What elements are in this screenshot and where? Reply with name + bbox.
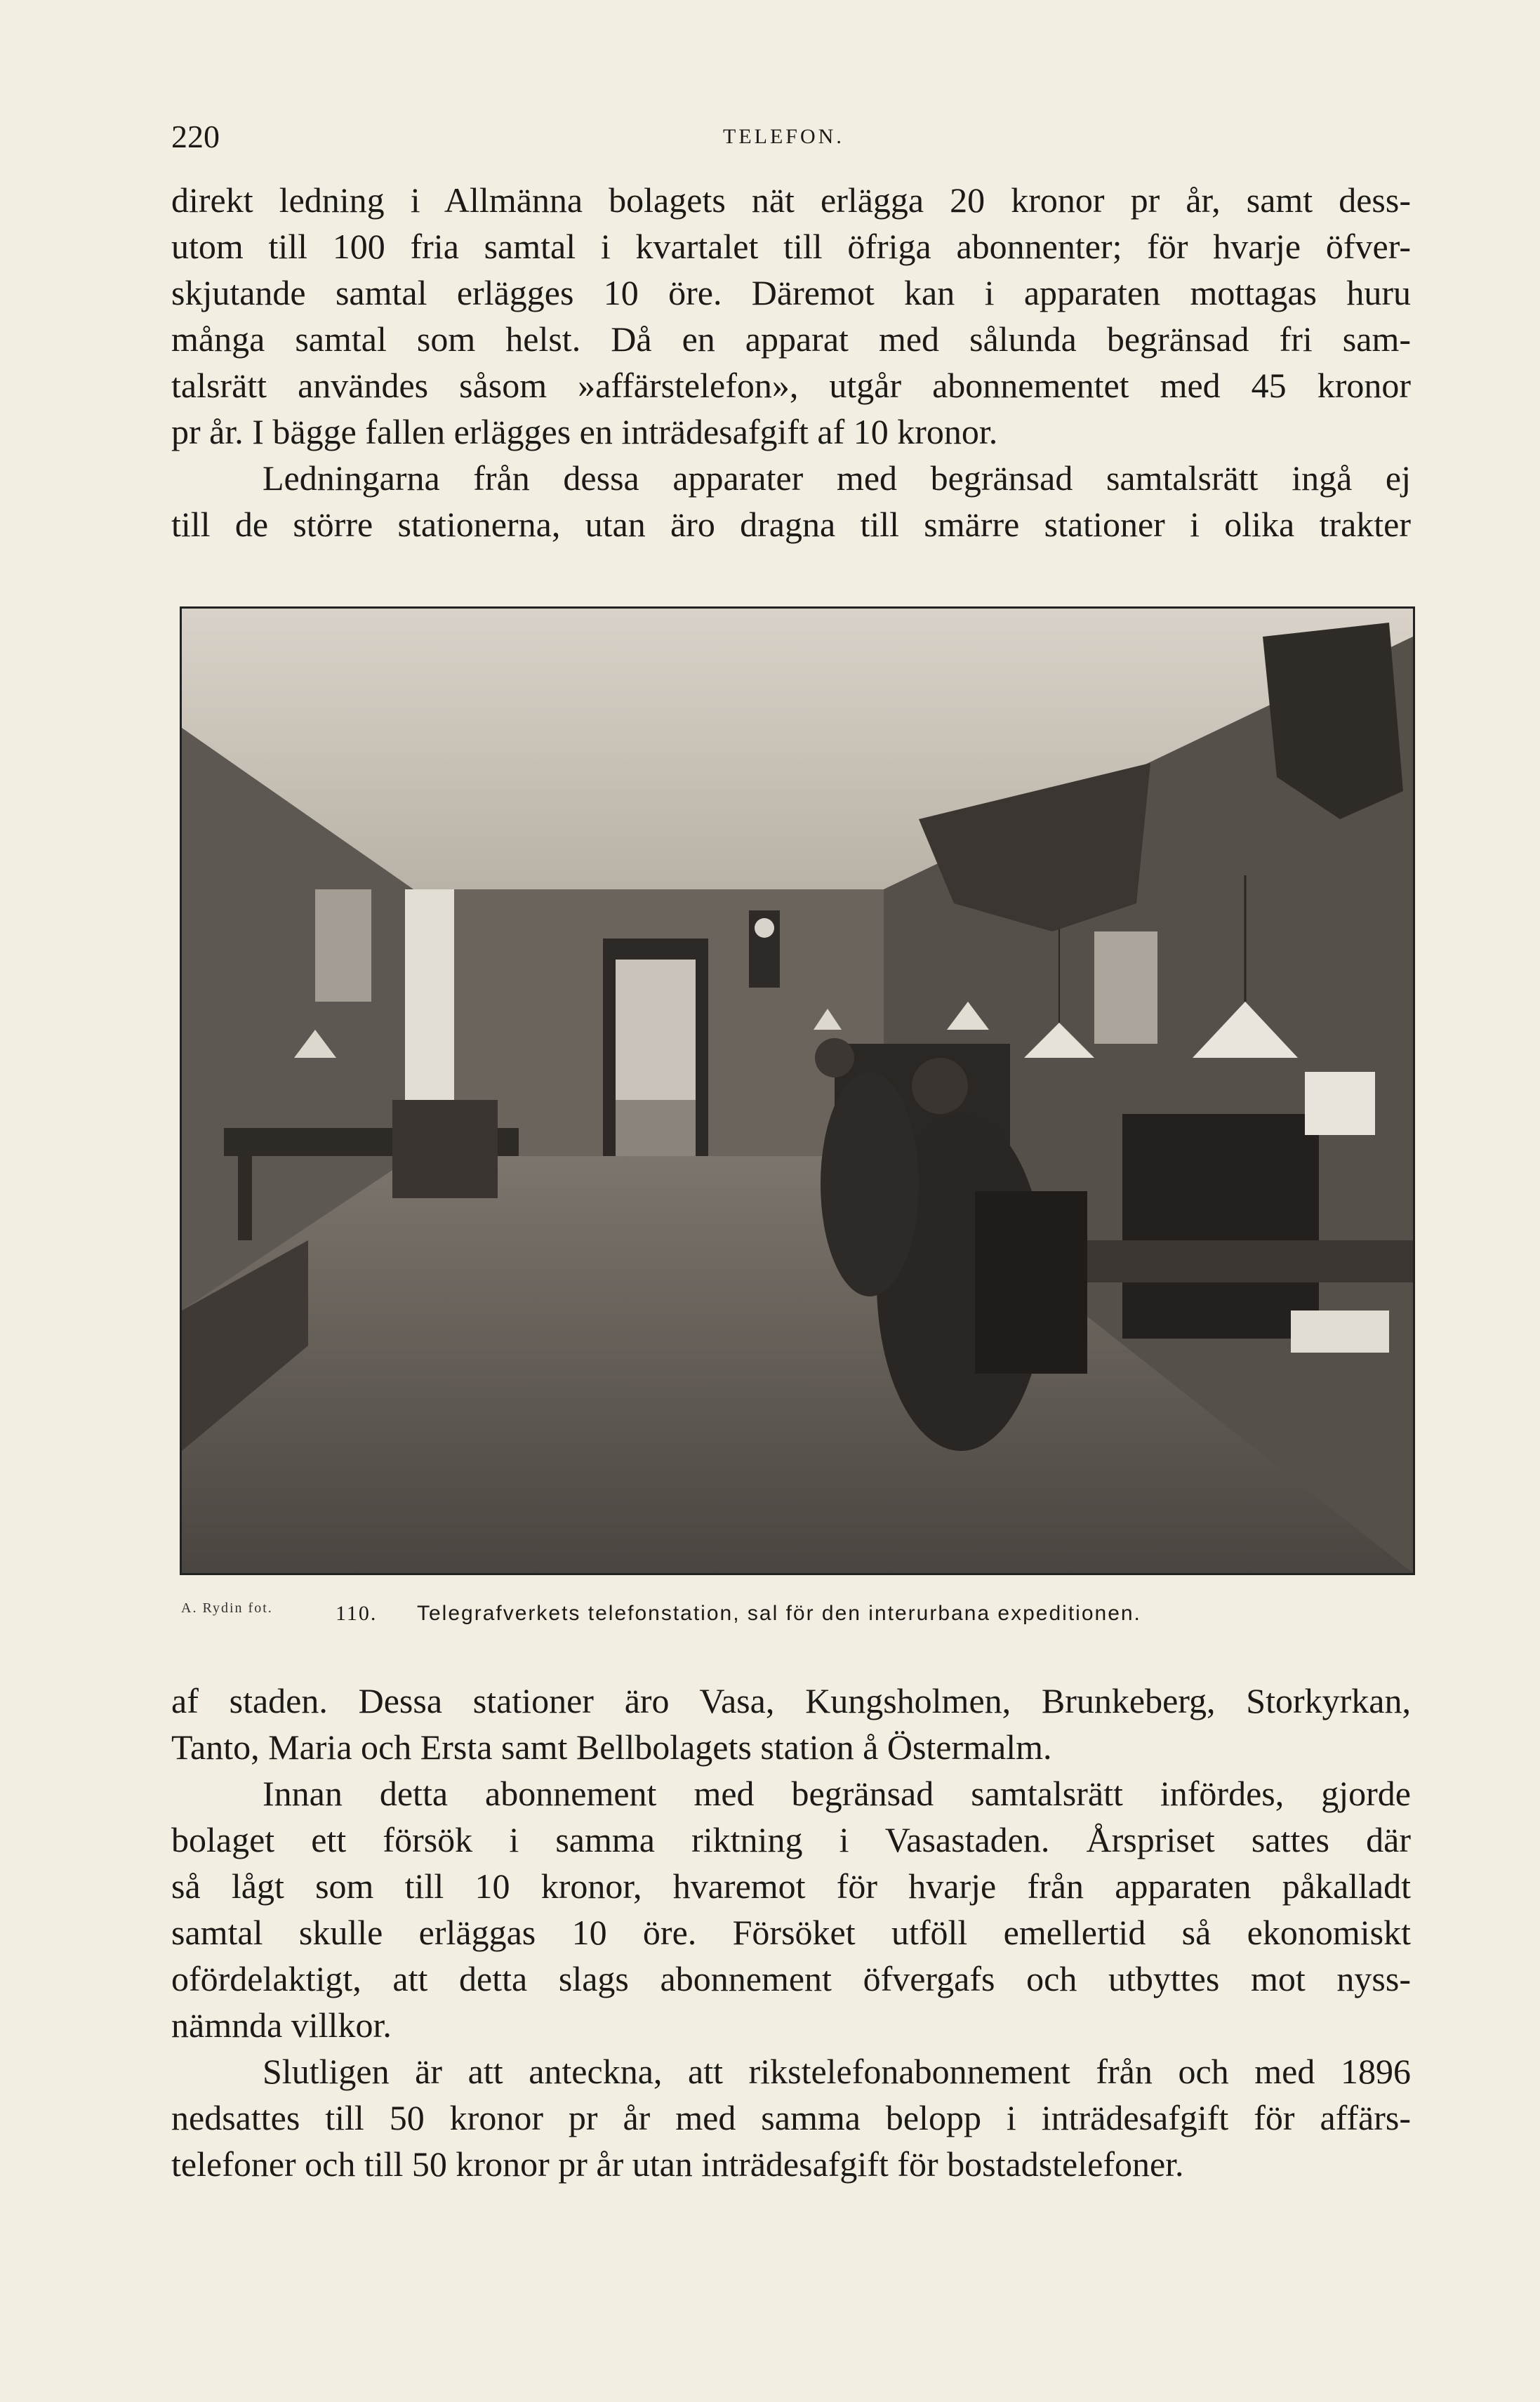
text-line: af staden. Dessa stationer äro Vasa, Kungsholmen, Brunkeberg, Storkyrkan, bbox=[171, 1681, 1411, 1720]
text-line: pr år. I bägge fallen erlägges en inträdesafgift af 10 kronor. bbox=[171, 412, 998, 451]
text-line: utom till 100 fria samtal i kvartalet till öfriga abonnenter; för hvarje öfver- bbox=[171, 227, 1411, 266]
text-line: många samtal som helst. Då en apparat med sålunda begränsad fri sam- bbox=[171, 319, 1411, 359]
figure-caption: Telegrafverkets telefonstation, sal för den interurbana expeditionen. bbox=[417, 1602, 1141, 1625]
figure-number: 110. bbox=[336, 1602, 378, 1625]
text-line: till de större stationerna, utan äro dragna till smärre stationer i olika trakter bbox=[171, 505, 1411, 544]
text-line: nämnda villkor. bbox=[171, 2005, 392, 2045]
text-line: telefoner och till 50 kronor pr år utan inträdesafgift för bostadstelefoner. bbox=[171, 2144, 1184, 2184]
text-line: Innan detta abonnement med begränsad samtalsrätt infördes, gjorde bbox=[263, 1774, 1411, 1813]
text-line: bolaget ett försök i samma riktning i Vasastaden. Årspriset sattes där bbox=[171, 1820, 1411, 1859]
text-line: direkt ledning i Allmänna bolagets nät erlägga 20 kronor pr år, samt dess- bbox=[171, 180, 1411, 220]
page-number: 220 bbox=[171, 119, 220, 154]
text-line: Ledningarna från dessa apparater med begränsad samtalsrätt ingå ej bbox=[263, 458, 1411, 498]
text-line: samtal skulle erläggas 10 öre. Försöket utföll emellertid så ekonomiskt bbox=[171, 1913, 1411, 1952]
text-line: Slutligen är att anteckna, att rikstelefonabonnement från och med 1896 bbox=[263, 2052, 1411, 2091]
photo-credit: A. Rydin fot. bbox=[181, 1600, 273, 1616]
telephone-station-photo bbox=[180, 606, 1415, 1575]
text-line: skjutande samtal erlägges 10 öre. Däremot kan i apparaten mottagas huru bbox=[171, 273, 1411, 312]
bottom-paragraphs bbox=[171, 1678, 1411, 2187]
running-title: TELEFON. bbox=[723, 125, 844, 148]
text-line: talsrätt användes såsom »affärstelefon», utgår abonnementet med 45 kronor bbox=[171, 366, 1411, 405]
text-line: ofördelaktigt, att detta slags abonnement öfvergafs och utbyttes mot nyss- bbox=[171, 1959, 1411, 1998]
text-line: nedsattes till 50 kronor pr år med samma belopp i inträdesafgift för affärs- bbox=[171, 2098, 1411, 2137]
text-line: så lågt som till 10 kronor, hvaremot för hvarje från apparaten påkalladt bbox=[171, 1866, 1411, 1906]
top-paragraphs bbox=[171, 177, 1411, 548]
text-line: Tanto, Maria och Ersta samt Bellbolagets station å Östermalm. bbox=[171, 1727, 1052, 1767]
